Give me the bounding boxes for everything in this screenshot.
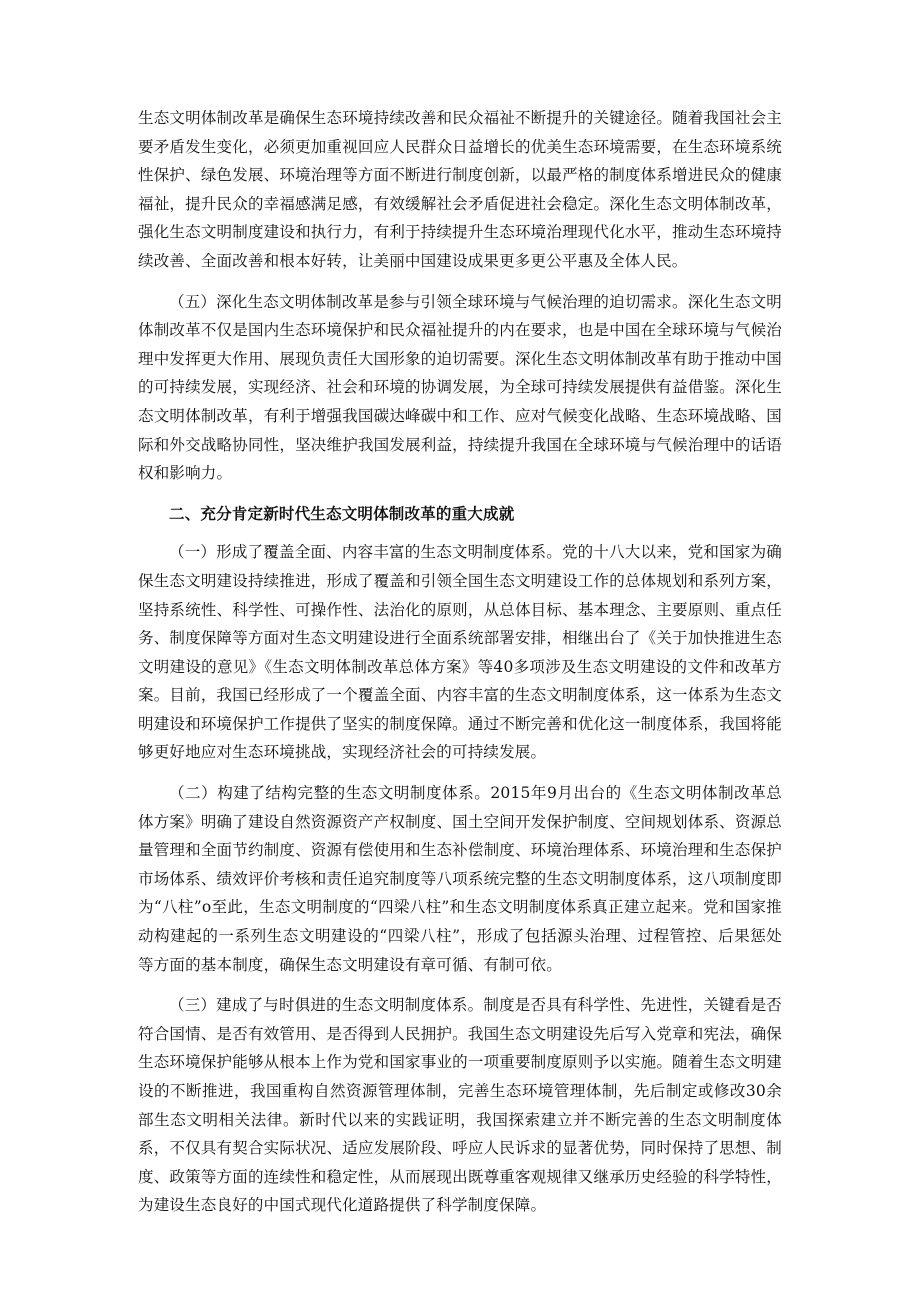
paragraph-item-one: （一）形成了覆盖全面、内容丰富的生态文明制度体系。党的十八大以来，党和国家为确保生态文明建设持续推进，形成了覆盖和引领全国生态文明建设工作的总体规划和系列方案，坚持系统性、科学性、可操作性、法治化的原则，从总体目标、基本理念、主要原则、重点任务、制度保障等方面对生态文明建设进行全面系统部署安排，相继出台了《关于加快推进生态文明建设的意见》《生态文明体制改革总体方案》等40多项涉及生态文明建设的文件和改革方案。目前，我国已经形成了一个覆盖全面、内容丰富的生态文明制度体系，这一体系为生态文明建设和环境保护工作提供了坚实的制度保障。通过不断完善和优化这一制度体系，我国将能够更好地应对生态环境挑战，实现经济社会的可持续发展。 [138,543,782,762]
document-body [138,104,782,1232]
paragraph-intro: 生态文明体制改革是确保生态环境持续改善和民众福祉不断提升的关键途径。随着我国社会主要矛盾发生变化，必须更加重视回应人民群众日益增长的优美生态环境需要，在生态环境系统性保护、绿色发展、环境治理等方面不断进行制度创新，以最严格的制度体系增进民众的健康福祉，提升民众的幸福感满足感，有效缓解社会矛盾促进社会稳定。深化生态文明体制改革，强化生态文明制度建设和执行力，有利于持续提升生态环境治理现代化水平，推动生态环境持续改善、全面改善和根本好转，让美丽中国建设成果更多更公平惠及全体人民。 [138,109,782,270]
paragraph-section-five: （五）深化生态文明体制改革是参与引领全球环境与气候治理的迫切需求。深化生态文明体制改革不仅是国内生态环境保护和民众福祉提升的内在要求，也是中国在全球环境与气候治理中发挥更大作用、展现负责任大国形象的迫切需要。深化生态文明体制改革有助于推动中国的可持续发展，实现经济、社会和环境的协调发展，为全球可持续发展提供有益借鉴。深化生态文明体制改革，有利于增强我国碳达峰碳中和工作、应对气候变化战略、生态环境战略、国际和外交战略协同性，坚决维护我国发展利益，持续提升我国在全球环境与气候治理中的话语权和影响力。 [138,292,782,483]
paragraph-item-two: （二）构建了结构完整的生态文明制度体系。2015年9月出台的《生态文明体制改革总体方案》明确了建设自然资源资产产权制度、国土空间开发保护制度、空间规划体系、资源总量管理和全面节约制度、资源有偿使用和生态补偿制度、环境治理体系、环境治理和生态保护市场体系、绩效评价考核和责任追究制度等八项系统完整的生态文明制度体系，这八项制度即为“八柱”o至此，生态文明制度的“四梁八柱”和生态文明制度体系真正建立起来。党和国家推动构建起的一系列生态文明建设的“四梁八柱”，形成了包括源头治理、过程管控、后果惩处等方面的基本制度，确保生态文明建设有章可循、有制可依。 [138,784,782,974]
paragraph-item-three: （三）建成了与时俱进的生态文明制度体系。制度是否具有科学性、先进性，关键看是否符合国情、是否有效管用、是否得到人民拥护。我国生态文明建设先后写入党章和宪法，确保生态环境保护能够从根本上作为党和国家事业的一项重要制度原则予以实施。随着生态文明建设的不断推进，我国重构自然资源管理体制，完善生态环境管理体制，先后制定或修改30余部生态文明相关法律。新时代以来的实践证明，我国探索建立并不断完善的生态文明制度体系，不仅具有契合实际状况、适应发展阶段、呼应人民诉求的显著优势，同时保持了思想、制度、政策等方面的连续性和稳定性，从而展现出既尊重客观规律又继承历史经验的科学特性，为建设生态良好的中国式现代化道路提供了科学制度保障。 [138,996,782,1215]
section-heading-two: 二、充分肯定新时代生态文明体制改革的重大成就 [169,504,515,523]
